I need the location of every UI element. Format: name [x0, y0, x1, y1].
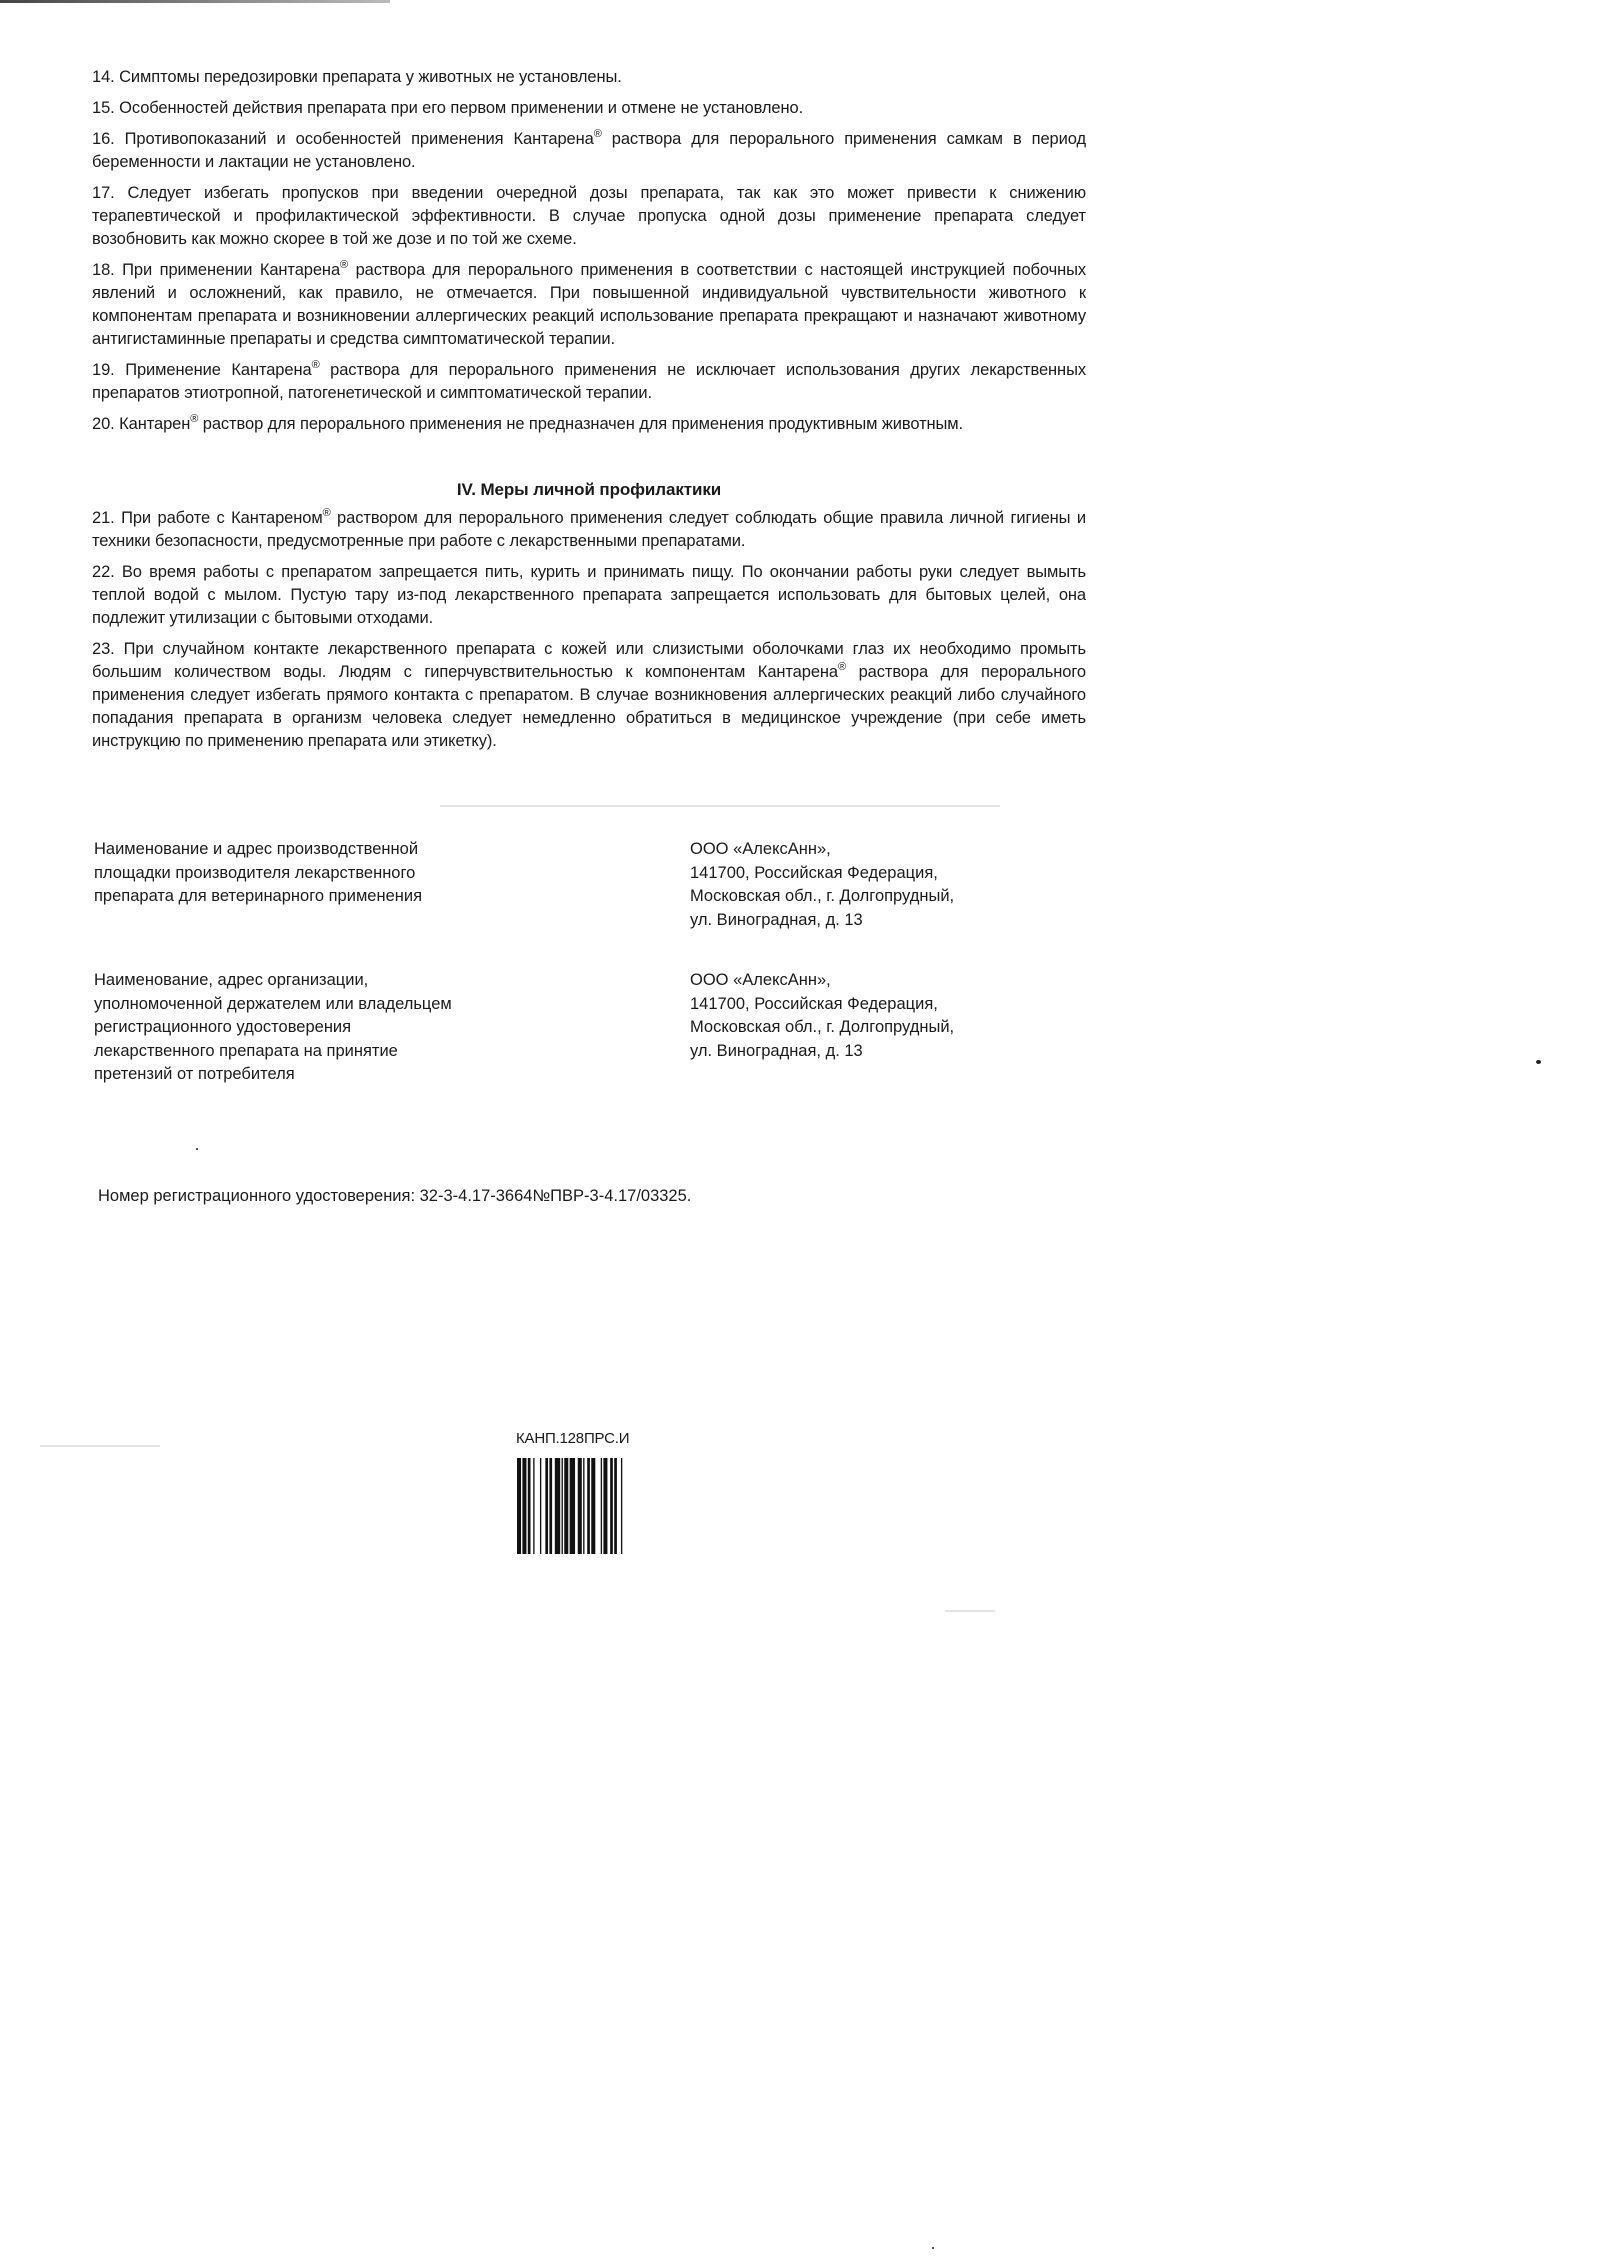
scan-artifact-line	[440, 805, 1000, 807]
barcode-bar	[545, 1458, 548, 1554]
scan-edge-line	[0, 0, 390, 3]
barcode-bar	[517, 1458, 521, 1554]
barcode-bar	[601, 1458, 602, 1554]
barcode-bar	[533, 1458, 534, 1554]
manufacturer-address: ООО «АлексАнн», 141700, Российская Федерация, Московская обл., г. Долгопрудный, ул. Виноградная, д. 13	[690, 840, 955, 929]
section-paragraph-list	[92, 507, 1086, 753]
barcode-bar	[583, 1458, 584, 1554]
barcode-label: КАНП.128ПРС.И	[516, 1430, 630, 1447]
registration-number: Номер регистрационного удостоверения: 32-3-4.17-3664№ПВР-3-4.17/03325.	[98, 1187, 692, 1205]
paragraph-p15: 15. Особенностей действия препарата при его первом применении и отмене не установлено.	[92, 99, 804, 117]
barcode	[515, 1458, 687, 1558]
barcode-bar	[621, 1458, 622, 1554]
barcode-bar	[614, 1458, 617, 1554]
scan-speck	[1536, 1060, 1541, 1064]
barcode-bar	[549, 1458, 552, 1554]
barcode-bar	[522, 1458, 526, 1554]
barcode-bar	[610, 1458, 613, 1554]
claims-organization-address: ООО «АлексАнн», 141700, Российская Федерация, Московская обл., г. Долгопрудный, ул. Виноградная, д. 13	[690, 971, 955, 1060]
barcode-bar	[570, 1458, 575, 1554]
scan-speck	[932, 2247, 934, 2249]
barcode-bar	[564, 1458, 568, 1554]
barcode-bar	[562, 1458, 563, 1554]
paragraph-p17: 17. Следует избегать пропусков при введении очередной дозы препарата, так как это может привести к снижению терапевтической и профилактической эффективности. В случае пропуска одной дозы применение препарата следует возобновить как можно скорее в той же дозе и по той же схеме.	[92, 184, 1086, 248]
paragraph-p19: 19. Применение Кантарена® раствора для перорального применения не исключает использования других лекарственных препаратов этиотропной, патогенетической и симптоматической терапии.	[92, 358, 1086, 402]
paragraph-p21: 21. При работе с Кантареном® раствором для перорального применения следует соблюдать общие правила личной гигиены и техники безопасности, предусмотренные при работе с лекарственными препаратами.	[92, 506, 1086, 550]
paragraph-list	[92, 66, 1086, 436]
paragraph-p18: 18. При применении Кантарена® раствора для перорального применения в соответствии с настоящей инструкцией побочных явлений и осложнений, как правило, не отмечается. При повышенной индивидуальной чувствительности животного к компонентам препарата и возникновении аллергических реакций использование препарата прекращают и назначают животному антигистаминные препараты и средства симптоматической терапии.	[92, 258, 1087, 348]
section-title: IV. Меры личной профилактики	[456, 480, 722, 499]
barcode-bar	[603, 1458, 607, 1554]
paragraph-p20: 20. Кантарен® раствор для перорального применения не предназначен для применения продуктивным животным.	[92, 412, 964, 433]
barcode-bar	[578, 1458, 582, 1554]
instruction-text	[92, 66, 1086, 761]
claims-organization-label: Наименование, адрес организации, уполномоченной держателем или владельцем регистрационного удостоверения лекарственного препарата на принятие претензий от потребителя	[94, 971, 452, 1083]
paragraph-p16: 16. Противопоказаний и особенностей применения Кантарена® раствора для перорального применения самкам в период беременности и лактации не установлено.	[92, 127, 1086, 171]
barcode-bar	[591, 1458, 595, 1554]
scan-speck	[196, 1148, 198, 1150]
manufacturer-label: Наименование и адрес производственной площадки производителя лекарственного препарата для ветеринарного применения	[94, 840, 423, 905]
paragraph-p22: 22. Во время работы с препаратом запрещается пить, курить и принимать пищу. По окончании работы руки следует вымыть теплой водой с мылом. Пустую тару из-под лекарственного препарата запрещается использовать для бытовых целей, она подлежит утилизации с бытовыми отходами.	[92, 563, 1086, 627]
paragraph-p23: 23. При случайном контакте лекарственного препарата с кожей или слизистыми оболочками глаз их необходимо промыть большим количеством воды. Людям с гиперчувствительностью к компонентам Кантарена® раствора для перорального применения следует избегать прямого контакта с препаратом. В случае возникновения аллергических реакций либо случайного попадания препарата в организм человека следует немедленно обратиться в медицинское учреждение (при себе иметь инструкцию по применению препарата или этикетку).	[92, 640, 1086, 750]
paragraph-p14: 14. Симптомы передозировки препарата у животных не установлены.	[92, 68, 622, 86]
scan-artifact-line	[945, 1610, 995, 1612]
barcode-bar	[540, 1458, 541, 1554]
barcode-bar	[555, 1458, 560, 1554]
scan-artifact-line	[40, 1445, 160, 1447]
barcode-bar	[587, 1458, 590, 1554]
barcode-bar	[528, 1458, 531, 1554]
